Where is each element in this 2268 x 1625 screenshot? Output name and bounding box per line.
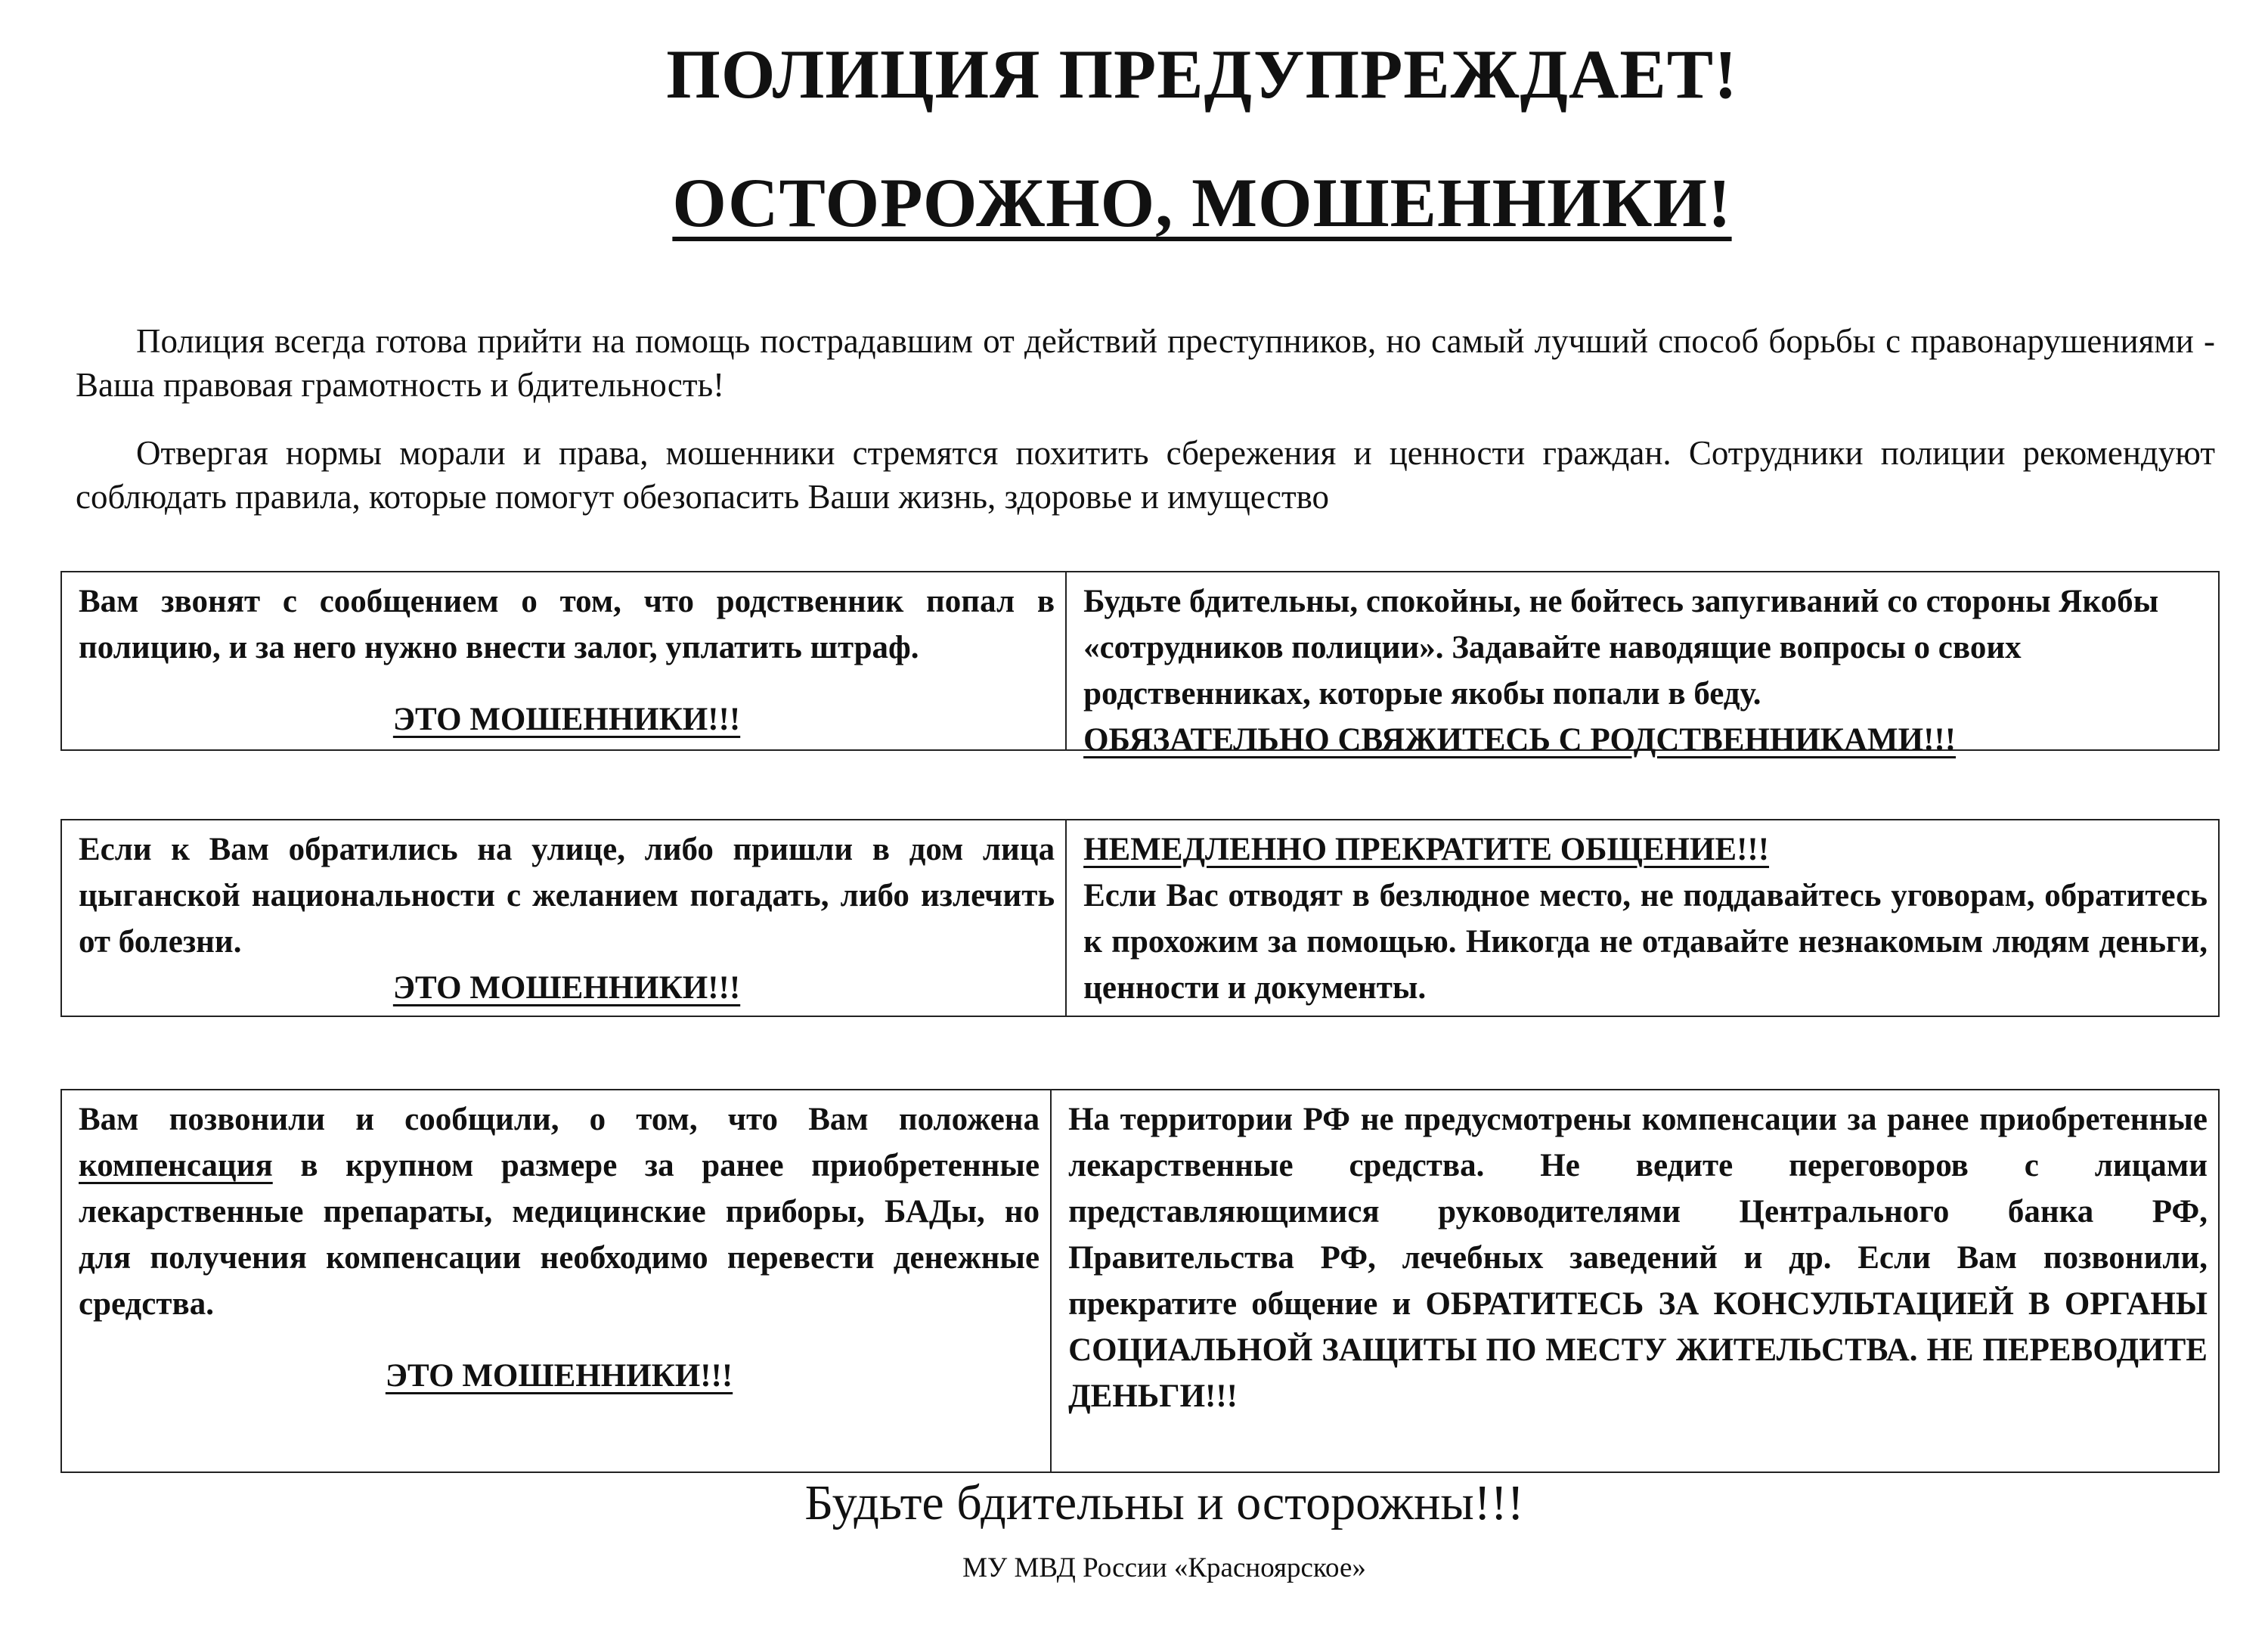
sub-title — [0, 163, 2268, 243]
box-1-advice-emphasis: ОБЯЗАТЕЛЬНО СВЯЖИТЕСЬ С РОДСТВЕННИКАМИ!!! — [1083, 722, 1957, 758]
box-2-advice-text: Если Вас отводят в безлюдное место, не поддавайтесь уговорам, обратитесь к прохожим за помощью. Никогда не отдавайте незнакомым людям деньги, ценности и документы. — [1083, 878, 2208, 1006]
warning-box-2 — [60, 819, 2220, 1017]
box-1-advice-text: Будьте бдительны, спокойны, не бойтесь запугиваний со стороны Якобы «сотрудников полиции». Задавайте наводящие вопросы о своих родственниках, которые якобы попали в беду. — [1083, 584, 2159, 712]
intro-paragraph-2: Отвергая нормы морали и права, мошенники стремятся похитить сбережения и ценности граждан. Сотрудники полиции рекомендуют соблюдать правила, которые помогут обезопасить Ваши жизнь, здоровье и имущество — [76, 434, 2215, 516]
box-2-advice — [1067, 820, 2218, 1016]
box-3-warning: ЭТО МОШЕННИКИ!!! — [385, 1358, 733, 1394]
warning-box-3 — [60, 1089, 2220, 1473]
box-1-warning: ЭТО МОШЕННИКИ!!! — [392, 702, 741, 737]
box-3-text-start: Вам позвонили и сообщили, о том, что Вам положена — [79, 1102, 1040, 1137]
box-2-warning: ЭТО МОШЕННИКИ!!! — [392, 970, 741, 1006]
box-3-keyword: компенсация — [79, 1148, 273, 1183]
box-3-situation-text — [79, 1096, 1040, 1327]
sub-title-text: ОСТОРОЖНО, МОШЕННИКИ! — [672, 164, 1732, 241]
box-1-situation — [62, 572, 1067, 749]
slogan: Будьте бдительны и осторожны!!! — [804, 1475, 1524, 1530]
box-2-situation — [62, 820, 1067, 1016]
box-3-advice-text: На территории РФ не предусмотрены компенсации за ранее приобретенные лекарственные средства. Не ведите переговоров с лицами представляющимися руководителями Центрального банка РФ, Правительства РФ, лечебных заведений и др. Если Вам позвонили, прекратите общение и ОБРАТИТЕСЬ ЗА КОНСУЛЬТАЦИЕЙ В ОРГАНЫ СОЦИАЛЬНОЙ ЗАЩИТЫ ПО МЕСТУ ЖИТЕЛЬСТВА. НЕ ПЕРЕВОДИТЕ ДЕНЬГИ!!! — [1068, 1102, 2208, 1414]
signature: МУ МВД России «Красноярское» — [962, 1552, 1366, 1583]
box-3-situation — [62, 1090, 1052, 1471]
warning-box-1 — [60, 571, 2220, 758]
intro-paragraph-1: Полиция всегда готова прийти на помощь пострадавшим от действий преступников, но самый лучший способ борьбы с правонарушениями - Ваша правовая грамотность и бдительность! — [76, 322, 2215, 404]
box-1-advice — [1067, 572, 2218, 758]
main-title: ПОЛИЦИЯ ПРЕДУПРЕЖДАЕТ! — [666, 36, 1738, 113]
box-3-text-end: в крупном размере за ранее приобретенные лекарственные препараты, медицинские приборы, БАДы, но для получения компенсации необходимо перевести денежные средства. — [79, 1148, 1040, 1322]
box-1-situation-text: Вам звонят с сообщением о том, что родственник попал в полицию, и за него нужно внести залог, уплатить штраф. — [79, 584, 1055, 665]
box-2-situation-text: Если к Вам обратились на улице, либо пришли в дом лица цыганской национальности с желанием погадать, либо излечить от болезни. — [79, 832, 1055, 960]
box-2-advice-emphasis: НЕМЕДЛЕННО ПРЕКРАТИТЕ ОБЩЕНИЕ!!! — [1083, 832, 1770, 867]
box-3-advice — [1052, 1090, 2218, 1471]
